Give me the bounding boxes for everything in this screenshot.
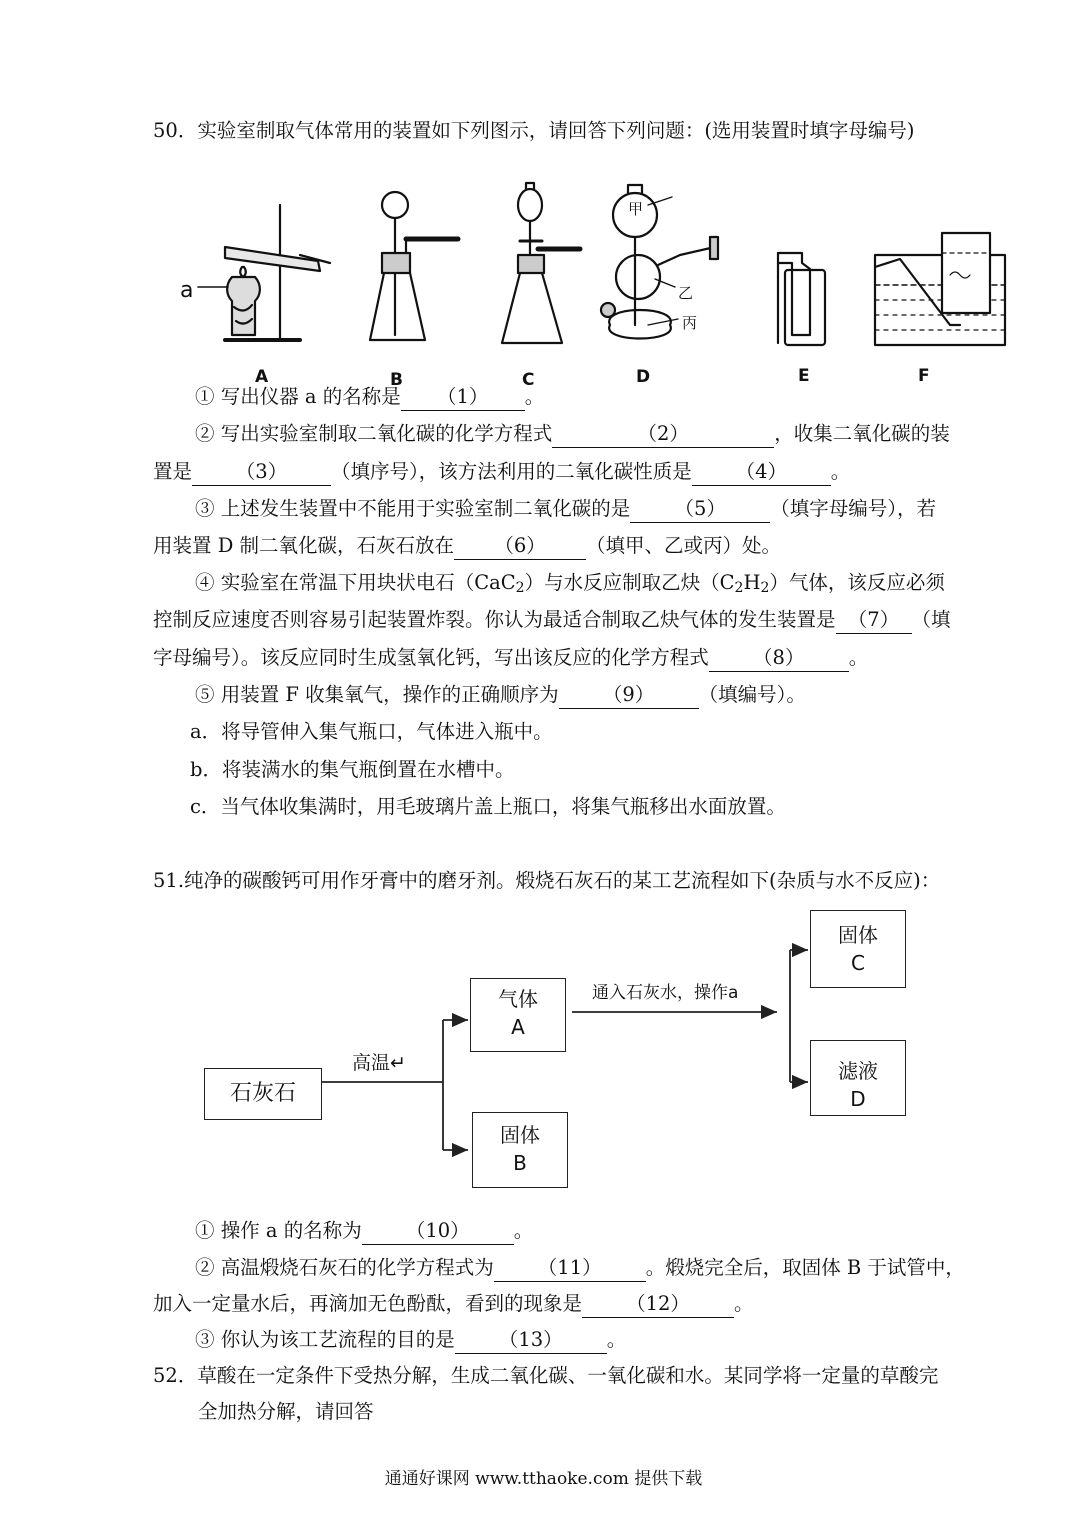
q52-line1: 52．草酸在一定条件下受热分解，生成二氧化碳、一氧化碳和水。某同学将一定量的草酸完	[153, 1364, 939, 1387]
blank-9[interactable]: （9）	[559, 682, 699, 709]
q50-intro: 50．实验室制取气体常用的装置如下列图示，请回答下列问题：(选用装置时填字母编号)	[153, 119, 915, 142]
apparatus-label-d: D	[636, 367, 651, 387]
apparatus-label-b: B	[390, 370, 403, 390]
q51-item1: ① 操作 a 的名称为 （10） 。	[195, 1218, 533, 1245]
blank-3[interactable]: （3）	[192, 459, 331, 486]
apparatus-label-c: C	[522, 370, 535, 390]
q50-item3: ③ 上述发生装置中不能用于实验室制二氧化碳的是 （5） （填字母编号），若	[195, 496, 936, 523]
flow-box-gas-a: 气体 A	[470, 978, 566, 1052]
blank-4[interactable]: （4）	[692, 459, 831, 486]
blank-8[interactable]: （8）	[709, 645, 849, 672]
apparatus-label-e: E	[798, 366, 810, 386]
q51-item2-cont: 加入一定量水后，再滴加无色酚酞，看到的现象是 （12） 。	[153, 1291, 754, 1318]
flow-box-limestone: 石灰石	[204, 1068, 322, 1120]
label-d-jia: 甲	[628, 200, 644, 218]
q51-item3: ③ 你认为该工艺流程的目的是 （13） 。	[195, 1327, 626, 1354]
q50-item3-cont: 用装置 D 制二氧化碳，石灰石放在 （6） （填甲、乙或丙）处。	[153, 533, 781, 560]
apparatus-label-a: A	[255, 367, 269, 387]
flow-label-operation-a: 通入石灰水，操作a	[592, 983, 739, 1003]
q50-item4-cont2: 字母编号）。该反应同时生成氢氧化钙，写出该反应的化学方程式 （8） 。	[153, 645, 868, 672]
label-instrument-a: a	[180, 278, 194, 303]
q50-option-c: c．当气体收集满时，用毛玻璃片盖上瓶口，将集气瓶移出水面放置。	[190, 795, 786, 818]
page-footer: 通通好课网 www.tthaoke.com 提供下载	[384, 1469, 703, 1489]
q51-intro: 51.纯净的碳酸钙可用作牙膏中的磨牙剂。煅烧石灰石的某工艺流程如下(杂质与水不反应)：	[153, 869, 941, 892]
blank-13[interactable]: （13）	[455, 1327, 607, 1354]
flow-label-high-temp: 高温↵	[352, 1052, 406, 1074]
q50-option-b: b．将装满水的集气瓶倒置在水槽中。	[190, 758, 515, 781]
q50-item2-cont: 置是 （3） （填序号），该方法利用的二氧化碳性质是 （4） 。	[153, 459, 850, 486]
q50-item4-cont: 控制反应速度否则容易引起装置炸裂。你认为最适合制取乙炔气体的发生装置是 （7） （填	[153, 607, 951, 634]
label-d-bing: 丙	[682, 314, 698, 332]
q50-item5: ⑤ 用装置 F 收集氧气，操作的正确顺序为 （9） （填编号）。	[195, 682, 806, 709]
blank-7[interactable]: （7）	[836, 607, 912, 634]
blank-12[interactable]: （12）	[582, 1291, 734, 1318]
apparatus-label-f: F	[918, 366, 930, 386]
flow-box-filtrate-d: 滤液 D	[810, 1040, 906, 1116]
q50-item2: ② 写出实验室制取二氧化碳的化学方程式 （2） ，收集二氧化碳的装	[195, 421, 950, 448]
blank-11[interactable]: （11）	[494, 1255, 646, 1282]
q50-item4: ④ 实验室在常温下用块状电石（CaC$_2$）与水反应制取乙炔$(C_2H_2)$气体，该反应必须	[195, 571, 945, 596]
blank-5[interactable]: （5）	[630, 496, 770, 523]
q50-option-a: a．将导管伸入集气瓶口，气体进入瓶中。	[190, 720, 553, 743]
flow-box-solid-c: 固体 C	[810, 910, 906, 988]
blank-1[interactable]: （1）	[401, 384, 525, 411]
blank-6[interactable]: （6）	[454, 533, 586, 560]
q52-line2: 全加热分解，请回答	[198, 1400, 374, 1423]
blank-10[interactable]: （10）	[362, 1218, 514, 1245]
flow-box-solid-b: 固体 B	[472, 1112, 568, 1188]
q51-item2: ② 高温煅烧石灰石的化学方程式为 （11） 。煅烧完全后，取固体 B 于试管中，	[195, 1255, 965, 1282]
blank-2[interactable]: （2）	[552, 421, 774, 448]
label-d-yi: 乙	[678, 284, 694, 302]
q50-item1: ① 写出仪器 a 的名称是 （1） 。	[195, 384, 544, 411]
